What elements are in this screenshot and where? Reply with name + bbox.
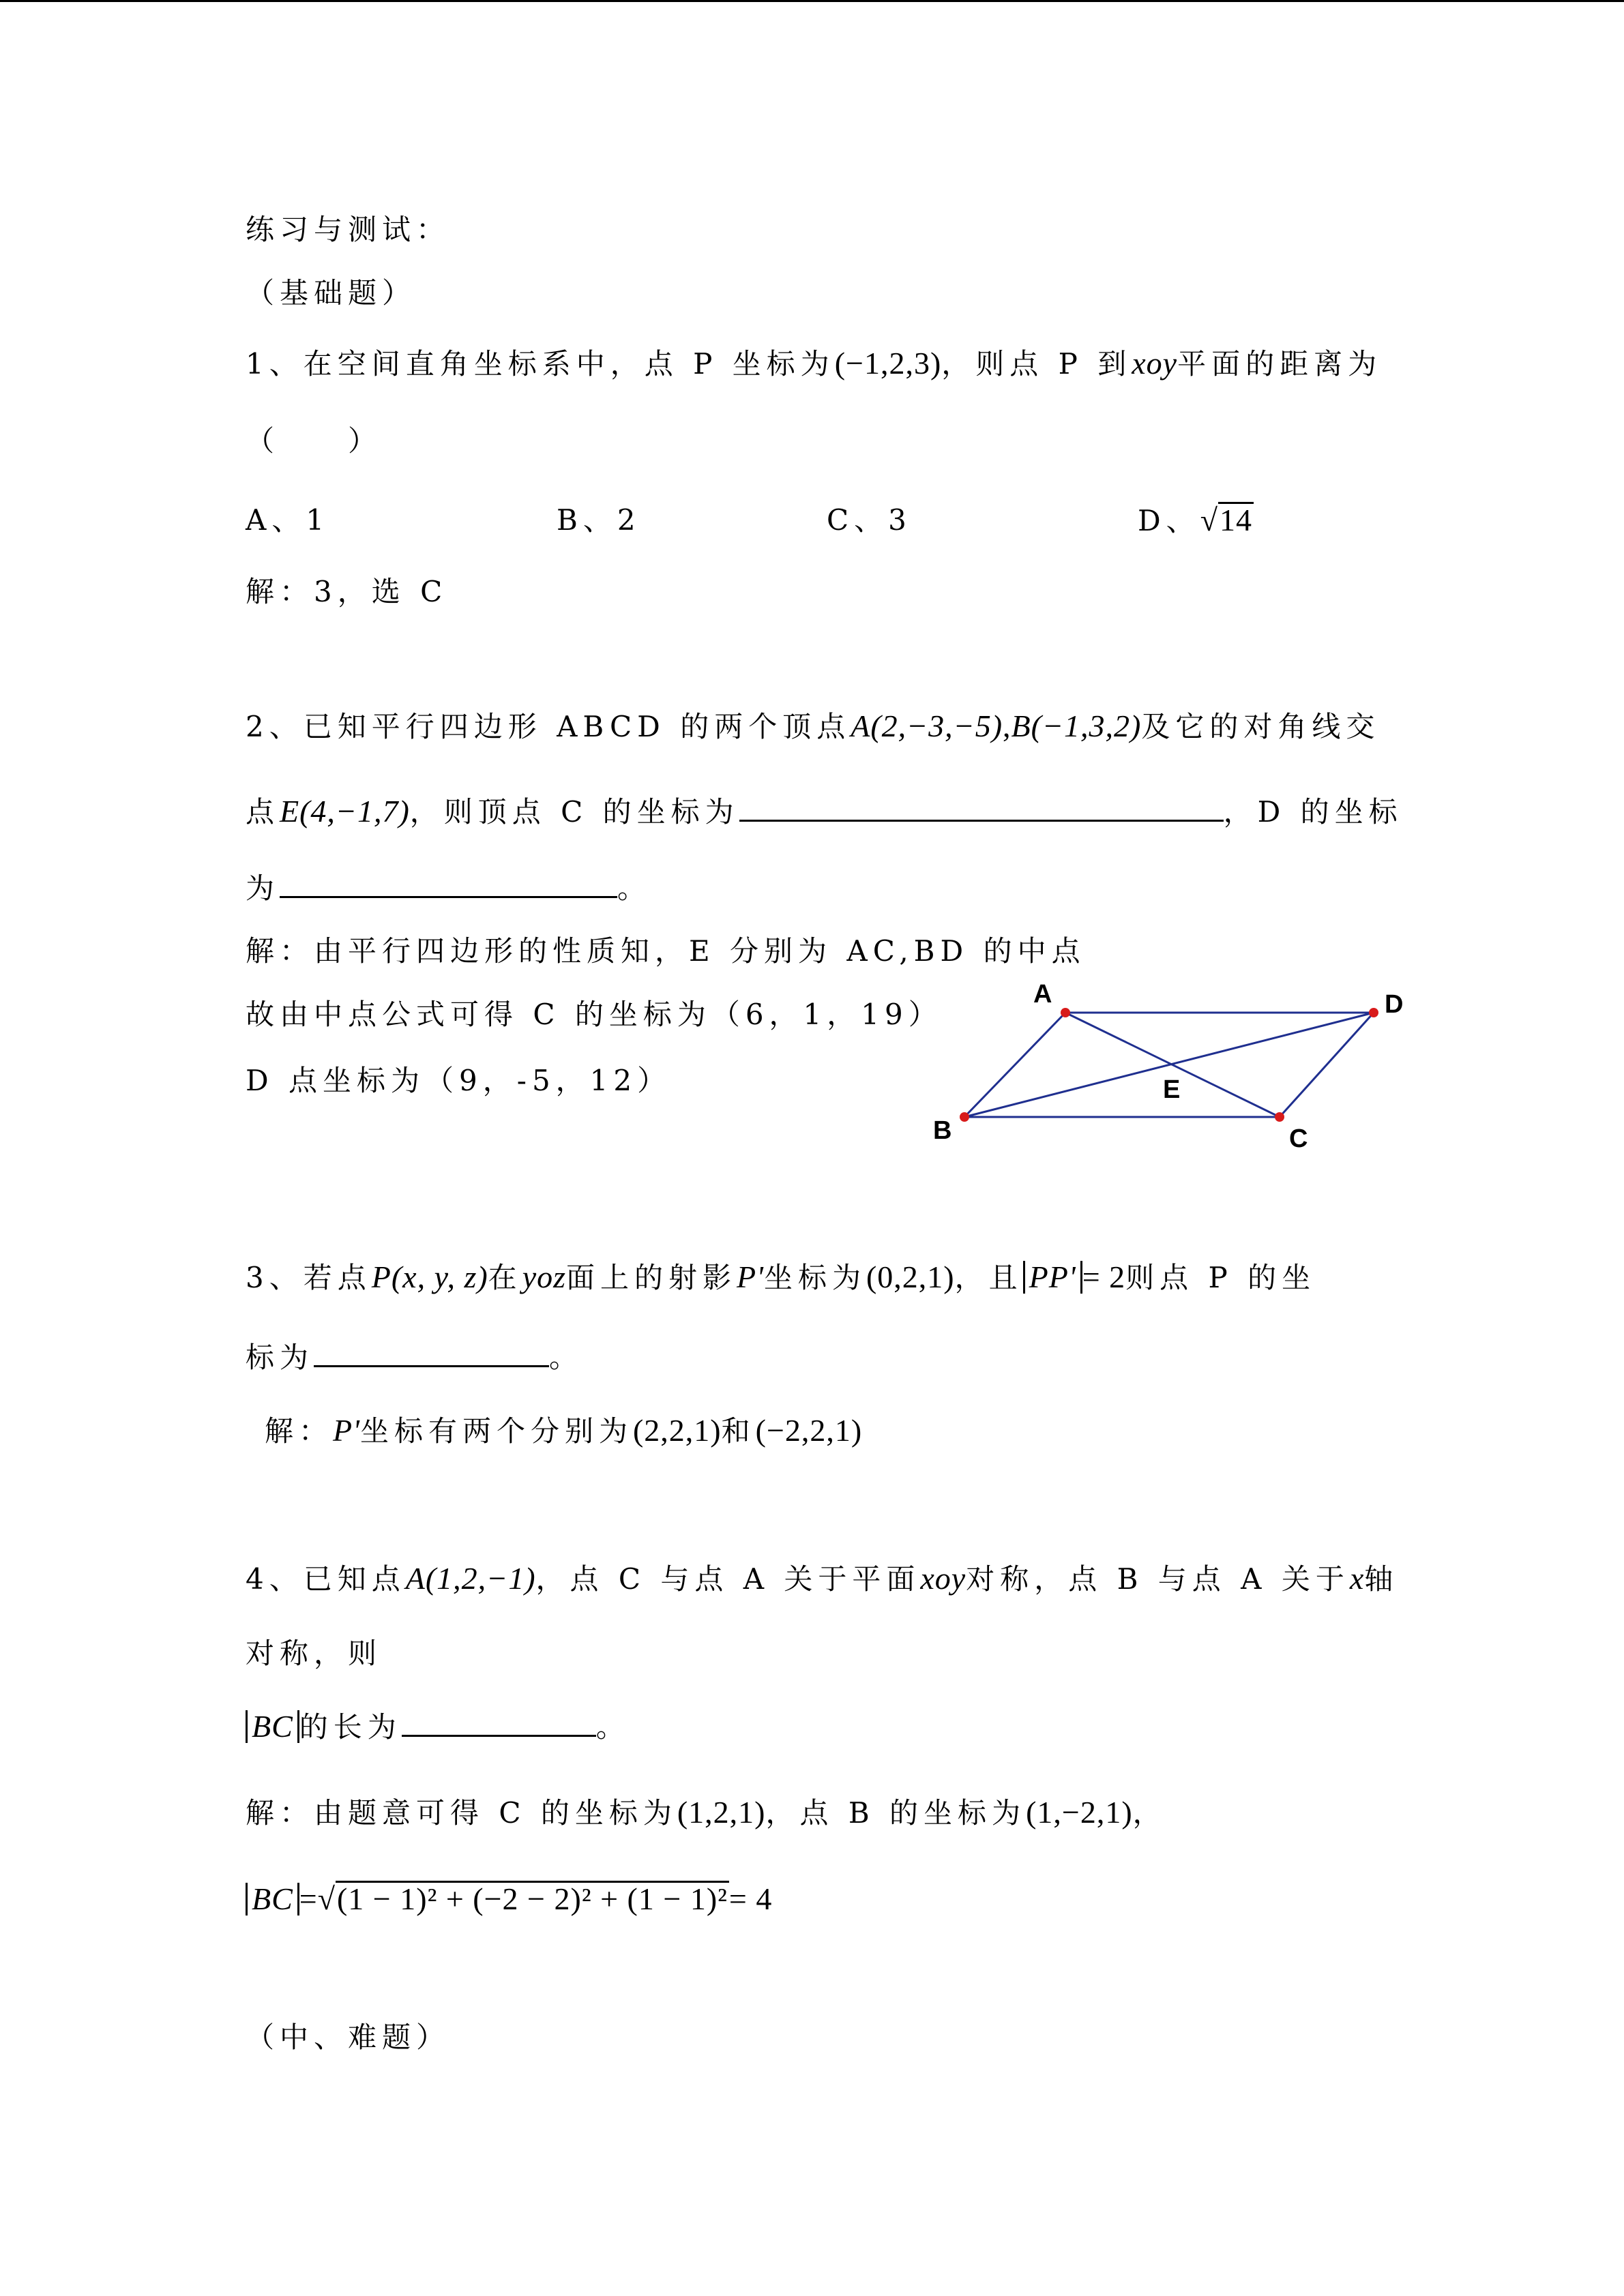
label-b: B <box>933 1116 952 1145</box>
point-d <box>1369 1008 1378 1017</box>
q1-option-a: A、1 <box>246 503 330 537</box>
q4-solution-formula: BC =√(1 − 1)² + (−2 − 2)² + (1 − 1)²= 4 <box>246 1879 772 1920</box>
section-hard: （中、难题） <box>246 2021 451 2054</box>
q4-stem-line1: 4、已知点A(1,2,−1)，点 C 与点 A 关于平面xoy对称，点 B 与点 A 关于x轴 <box>246 1561 1399 1596</box>
q3-solution: 解：P'坐标有两个分别为(2,2,1)和(−2,2,1) <box>265 1413 863 1448</box>
q1-answer: 解：3，选 C <box>246 575 448 608</box>
q4-stem-line3: BC 的长为 。 <box>246 1706 630 1748</box>
label-a: A <box>1033 980 1052 1009</box>
edge-ab <box>964 1013 1065 1117</box>
q1-option-b: B、2 <box>557 503 641 537</box>
parallelogram-figure <box>914 968 1432 1166</box>
q2-solution-line2: 故由中点公式可得 C 的坐标为（6，1，19） <box>246 998 943 1031</box>
q3-stem-line2: 标为 。 <box>246 1337 583 1378</box>
q2-c-blank[interactable] <box>739 791 1224 822</box>
point-b <box>960 1112 969 1122</box>
q4-solution-line1: 解：由题意可得 C 的坐标为(1,2,1)，点 B 的坐标为(1,−2,1)， <box>246 1795 1167 1830</box>
q1-option-d: D、√14 <box>1138 503 1252 537</box>
label-c: C <box>1289 1124 1308 1153</box>
q2-solution-line1: 解：由平行四边形的性质知，E 分别为 AC,BD 的中点 <box>246 934 1086 968</box>
page-title: 练习与测试： <box>246 213 451 246</box>
page-top-border <box>0 0 1624 2</box>
q3-blank[interactable] <box>314 1337 549 1367</box>
label-d: D <box>1385 990 1404 1019</box>
q2-stem-line3: 为 。 <box>246 867 651 909</box>
q2-d-blank[interactable] <box>280 867 617 898</box>
section-basic: （基础题） <box>246 276 417 310</box>
edge-dc <box>1280 1013 1374 1117</box>
point-a <box>1061 1008 1070 1017</box>
q2-stem-line1: 2、已知平行四边形 ABCD 的两个顶点A(2,−3,−5),B(−1,3,2)及它的对角线交 <box>246 709 1381 743</box>
q4-blank[interactable] <box>402 1706 596 1737</box>
q1-paren: （ ） <box>246 424 383 458</box>
q4-stem-line2: 对称，则 <box>246 1637 383 1670</box>
label-e: E <box>1163 1075 1181 1104</box>
point-c <box>1275 1112 1284 1122</box>
q1-stem: 1、在空间直角坐标系中，点 P 坐标为(−1,2,3)，则点 P 到xoy平面的距离为 <box>246 346 1383 381</box>
q3-stem-line1: 3、若点P(x, y, z)在yoz面上的射影P'坐标为(0,2,1)，且 PP' = 2则点 P 的坐 <box>246 1259 1316 1294</box>
q1-option-c: C、3 <box>827 503 912 537</box>
q2-solution-line3: D 点坐标为（9，-5，12） <box>246 1064 672 1097</box>
q2-stem-line2: 点E(4,−1,7)，则顶点 C 的坐标为 ，D 的坐标 <box>246 791 1403 833</box>
